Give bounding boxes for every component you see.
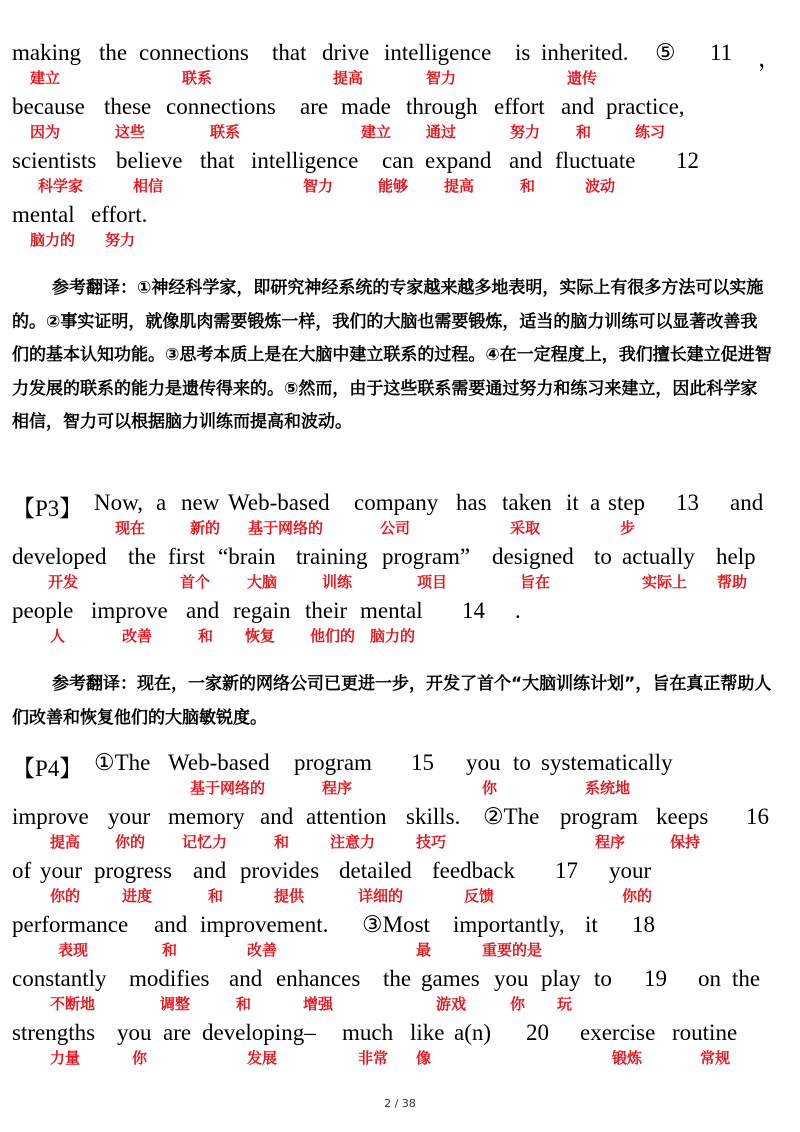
word: are	[163, 1020, 192, 1045]
word: the	[732, 966, 761, 991]
gloss: 联系	[182, 69, 213, 87]
word: program	[560, 804, 638, 829]
word: ③Most	[362, 912, 430, 937]
gloss: 玩	[557, 995, 573, 1013]
word: ，	[758, 46, 781, 71]
gloss: 提高	[444, 177, 475, 195]
gloss: 这些	[115, 123, 146, 141]
word: it	[585, 912, 598, 937]
word: ①The	[94, 750, 151, 775]
word: you	[466, 750, 501, 775]
gloss: 游戏	[436, 995, 467, 1013]
word: step	[608, 490, 646, 515]
word: and	[730, 490, 764, 515]
word: program	[294, 750, 372, 775]
gloss: 首个	[180, 573, 211, 591]
word: has	[456, 490, 487, 515]
gloss: 反馈	[464, 887, 495, 905]
gloss: 改善	[122, 627, 153, 645]
gloss: 发展	[247, 1049, 278, 1067]
word: believe	[116, 148, 183, 173]
blank-number: 17	[555, 858, 578, 883]
gloss: 项目	[417, 573, 448, 591]
word: systematically	[541, 750, 673, 775]
word: to	[513, 750, 531, 775]
word: practice,	[606, 94, 685, 119]
gloss: 技巧	[416, 833, 447, 851]
gloss: 增强	[303, 995, 334, 1013]
word: constantly	[12, 966, 107, 991]
word: making	[12, 40, 81, 65]
word: you	[117, 1020, 152, 1045]
word: games	[421, 966, 480, 991]
gloss: 调整	[160, 995, 191, 1013]
gloss: 和	[520, 177, 536, 195]
gloss: 智力	[303, 177, 334, 195]
gloss: 你的	[50, 887, 81, 905]
word: like	[410, 1020, 445, 1045]
gloss: 建立	[361, 123, 392, 141]
blank-number: 16	[746, 804, 769, 829]
word: new	[181, 490, 220, 515]
word: program”	[382, 544, 471, 569]
gloss: 你的	[622, 887, 653, 905]
word: through	[406, 94, 478, 119]
gloss: 基于网络的	[248, 519, 324, 537]
word: actually	[622, 544, 695, 569]
word: on	[698, 966, 721, 991]
word: improve	[12, 804, 89, 829]
word: and	[509, 148, 543, 173]
word: and	[260, 804, 294, 829]
word: your	[40, 858, 83, 883]
word: Web-based	[228, 490, 330, 515]
gloss: 采取	[510, 519, 541, 537]
gloss: 遗传	[567, 69, 598, 87]
gloss: 恢复	[245, 627, 276, 645]
gloss: 和	[198, 627, 214, 645]
gloss: 进度	[122, 887, 153, 905]
gloss: 建立	[30, 69, 61, 87]
word: the	[383, 966, 412, 991]
word: and	[193, 858, 227, 883]
word: the	[99, 40, 128, 65]
gloss: 和	[162, 941, 178, 959]
word: you	[494, 966, 529, 991]
word: modifies	[129, 966, 210, 991]
word: company	[354, 490, 439, 515]
word: that	[272, 40, 307, 65]
word: progress	[94, 858, 172, 883]
blank-number: 13	[676, 490, 699, 515]
word: intelligence	[251, 148, 359, 173]
reference-translation-p3: 参考翻译：现在，一家新的网络公司已更进一步，开发了首个“大脑训练计划”，旨在真正帮助人们改善和恢复他们的大脑敏锐度。	[12, 674, 772, 728]
gloss: 大脑	[247, 573, 278, 591]
word: your	[609, 858, 652, 883]
gloss: 脑力的	[370, 627, 416, 645]
gloss: 通过	[426, 123, 457, 141]
word: made	[341, 94, 391, 119]
word: ⑤	[655, 40, 676, 65]
word: detailed	[339, 858, 412, 883]
word: expand	[425, 148, 492, 173]
word: scientists	[12, 148, 97, 173]
gloss: 和	[274, 833, 290, 851]
gloss: 努力	[105, 231, 136, 249]
word: help	[716, 544, 756, 569]
word: strengths	[12, 1020, 96, 1045]
blank-number: 20	[526, 1020, 549, 1045]
word: because	[12, 94, 85, 119]
word: these	[104, 94, 152, 119]
gloss: 记忆力	[182, 833, 228, 851]
word: mental	[360, 598, 423, 623]
gloss: 帮助	[717, 573, 748, 591]
word: intelligence	[384, 40, 492, 65]
word: “brain	[218, 544, 276, 569]
word: a	[156, 490, 167, 515]
gloss: 步	[620, 519, 636, 537]
word: performance	[12, 912, 129, 937]
word: and	[186, 598, 220, 623]
gloss: 重要的是	[482, 941, 543, 959]
gloss: 像	[416, 1049, 432, 1067]
gloss: 提高	[333, 69, 364, 87]
word: .	[515, 598, 521, 623]
word: your	[108, 804, 151, 829]
gloss: 不断地	[50, 995, 96, 1013]
gloss: 注意力	[330, 833, 376, 851]
gloss: 旨在	[520, 573, 551, 591]
word: it	[566, 490, 579, 515]
blank-number: 19	[644, 966, 667, 991]
gloss: 实际上	[642, 573, 688, 591]
word: much	[342, 1020, 394, 1045]
gloss: 开发	[48, 573, 79, 591]
word: connections	[139, 40, 249, 65]
gloss: 脑力的	[30, 231, 76, 249]
word: a(n)	[454, 1020, 492, 1045]
word: enhances	[276, 966, 361, 991]
gloss: 提高	[50, 833, 81, 851]
word: of	[12, 858, 32, 883]
word: attention	[306, 804, 387, 829]
word: first	[168, 544, 206, 569]
word: mental	[12, 202, 75, 227]
word: to	[594, 544, 612, 569]
word: fluctuate	[555, 148, 636, 173]
word: developed	[12, 544, 107, 569]
word: ②The	[483, 804, 540, 829]
gloss: 你	[510, 995, 526, 1013]
word: effort	[494, 94, 545, 119]
word: keeps	[656, 804, 709, 829]
gloss: 和	[236, 995, 252, 1013]
word: exercise	[580, 1020, 656, 1045]
blank-number: 11	[710, 40, 733, 65]
gloss: 程序	[322, 779, 353, 797]
gloss: 表现	[58, 941, 89, 959]
gloss: 你	[132, 1049, 148, 1067]
word: Web-based	[168, 750, 270, 775]
word: to	[594, 966, 612, 991]
word: people	[12, 598, 74, 623]
word: feedback	[432, 858, 515, 883]
word: training	[296, 544, 368, 569]
gloss: 你的	[115, 833, 146, 851]
word: taken	[502, 490, 552, 515]
gloss: 基于网络的	[190, 779, 266, 797]
gloss: 改善	[247, 941, 278, 959]
gloss: 常规	[700, 1049, 731, 1067]
reference-translation-p2: 参考翻译：①神经科学家，即研究神经系统的专家越来越多地表明，实际上有很多方法可以实施的。②事实证明，就像肌肉需要锻炼一样，我们的大脑也需要锻炼，适当的脑力训练可以显著改善我们的基本认知功能。③思考本质上是在大脑中建立联系的过程。④在一定程度上，我们擅长建立促进智力发展的联系的能力是遗传得来的。⑤然而，由于这些联系需要通过努力和练习来建立，因此科学家相信，智力可以根据脑力训练而提高和波动。	[12, 278, 772, 432]
word: memory	[168, 804, 245, 829]
gloss: 保持	[670, 833, 701, 851]
word: connections	[166, 94, 276, 119]
word: and	[154, 912, 188, 937]
word: and	[561, 94, 595, 119]
word: effort.	[91, 202, 148, 227]
gloss: 锻炼	[612, 1049, 643, 1067]
gloss: 程序	[595, 833, 626, 851]
gloss: 训练	[322, 573, 353, 591]
word: their	[305, 598, 348, 623]
word: provides	[240, 858, 320, 883]
page-number: 2 / 38	[384, 1097, 416, 1110]
gloss: 努力	[510, 123, 541, 141]
gloss: 相信	[133, 177, 164, 195]
paragraph-marker: 【P3】	[12, 496, 83, 521]
word: Now,	[94, 490, 143, 515]
word: designed	[492, 544, 574, 569]
word: play	[541, 966, 581, 991]
word: drive	[322, 40, 370, 65]
gloss: 新的	[190, 519, 221, 537]
gloss: 最	[416, 941, 432, 959]
gloss: 你	[482, 779, 498, 797]
word: are	[300, 94, 329, 119]
gloss: 和	[576, 123, 592, 141]
gloss: 因为	[30, 123, 61, 141]
blank-number: 14	[462, 598, 485, 623]
gloss: 详细的	[358, 887, 404, 905]
gloss: 公司	[380, 519, 411, 537]
gloss: 非常	[358, 1049, 389, 1067]
word: importantly,	[453, 912, 565, 937]
word: inherited.	[541, 40, 629, 65]
blank-number: 18	[632, 912, 655, 937]
paragraph-marker: 【P4】	[12, 756, 83, 781]
word: routine	[672, 1020, 738, 1045]
word: improve	[91, 598, 168, 623]
gloss: 能够	[378, 177, 409, 195]
word: skills.	[406, 804, 461, 829]
gloss: 智力	[426, 69, 457, 87]
word: that	[200, 148, 235, 173]
gloss: 他们的	[310, 627, 356, 645]
word: is	[515, 40, 531, 65]
word: a	[590, 490, 601, 515]
gloss: 波动	[585, 177, 616, 195]
blank-number: 12	[676, 148, 699, 173]
gloss: 练习	[635, 123, 666, 141]
gloss: 和	[208, 887, 224, 905]
word: developing–	[202, 1020, 316, 1045]
gloss: 科学家	[38, 177, 84, 195]
word: the	[128, 544, 157, 569]
word: regain	[233, 598, 291, 623]
gloss: 力量	[50, 1049, 81, 1067]
gloss: 系统地	[585, 779, 631, 797]
word: can	[382, 148, 414, 173]
gloss: 联系	[210, 123, 241, 141]
gloss: 人	[50, 627, 66, 645]
gloss: 提供	[274, 887, 305, 905]
word: and	[229, 966, 263, 991]
gloss: 现在	[115, 519, 146, 537]
word: improvement.	[200, 912, 329, 937]
blank-number: 15	[411, 750, 434, 775]
